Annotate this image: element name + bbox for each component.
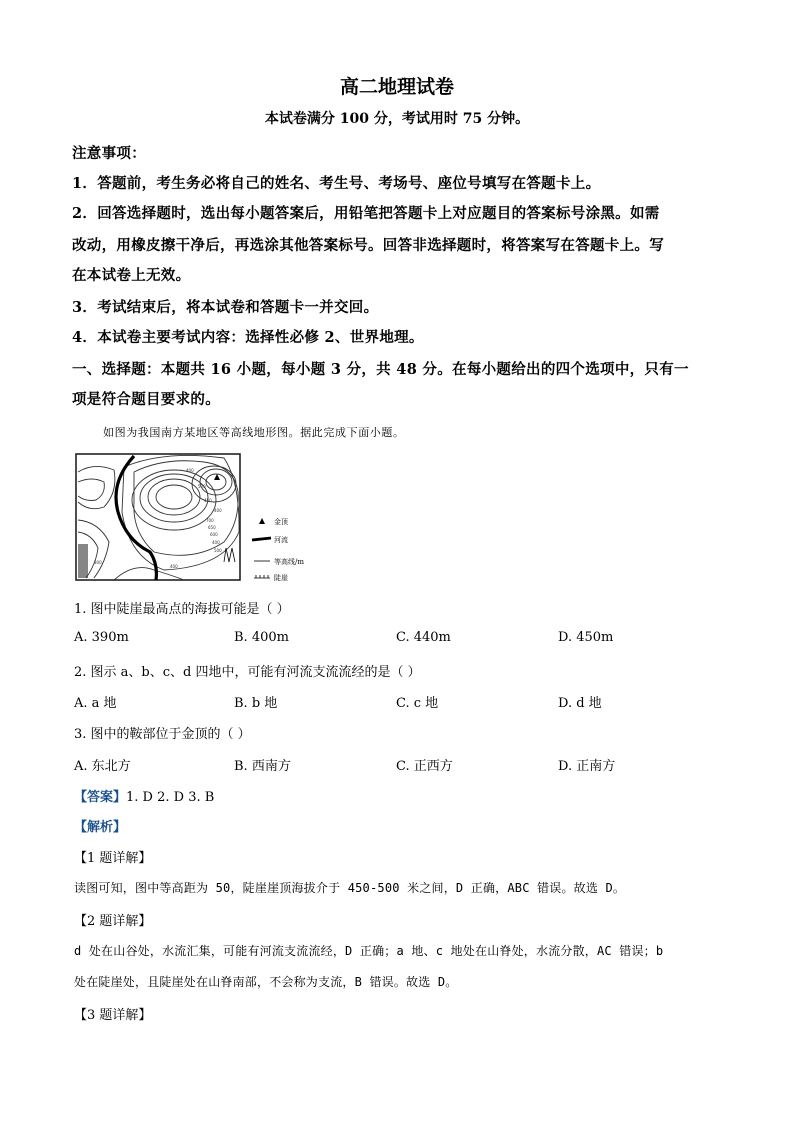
question-2-option-c: C. c 地 — [396, 696, 439, 711]
detail-3-heading: 【3 题详解】 — [74, 1008, 152, 1023]
question-1-stem: 1. 图中陡崖最高点的海拔可能是（ ） — [74, 602, 290, 617]
question-2-option-b: B. b 地 — [234, 696, 278, 711]
question-1-option-d: D. 450m — [558, 630, 614, 645]
note-2-line3: 在本试卷上无效。 — [72, 267, 191, 284]
section-heading-line1: 一、选择题：本题共 16 小题，每小题 3 分，共 48 分。在每小题给出的四个选项中，只有一 — [72, 361, 689, 378]
analysis-heading — [74, 816, 126, 835]
map-intro: 如图为我国南方某地区等高线地形图。据此完成下面小题。 — [103, 426, 405, 439]
contour-label: 650 — [208, 525, 216, 530]
answer-line — [74, 786, 214, 805]
question-1-option-c: C. 440m — [396, 630, 451, 645]
question-2-option-a: A. a 地 — [74, 696, 117, 711]
legend-summit: 金顶 — [274, 518, 288, 526]
question-2-option-d: D. d 地 — [558, 696, 602, 711]
contour-label: 400 — [214, 508, 222, 513]
question-1-option-a: A. 390m — [74, 630, 129, 645]
contour-label: 500 — [198, 484, 206, 489]
contour-label: 450 — [204, 498, 212, 503]
page-title: 高二地理试卷 — [339, 76, 454, 98]
note-1: 1．答题前，考生务必将自己的姓名、考生号、考场号、座位号填写在答题卡上。 — [72, 175, 601, 192]
contour-label: 300 — [94, 560, 102, 565]
analysis-label: 【解析】 — [74, 820, 127, 835]
note-4: 4．本试卷主要考试内容：选择性必修 2、世界地理。 — [72, 329, 424, 346]
legend-river-symbol — [252, 538, 271, 540]
question-1-option-b: B. 400m — [234, 630, 289, 645]
question-3-option-d: D. 正南方 — [558, 759, 616, 774]
note-3: 3．考试结束后，将本试卷和答题卡一并交回。 — [72, 299, 379, 316]
contour-label: 400 — [186, 468, 194, 473]
contour-label: 400 — [212, 540, 220, 545]
question-3-option-b: B. 西南方 — [234, 759, 291, 774]
detail-1-heading: 【1 题详解】 — [74, 851, 152, 866]
section-heading-line2: 项是符合题目要求的。 — [72, 391, 220, 408]
map-dense-areas — [78, 544, 88, 578]
detail-2-text-line2: 处在陡崖处，且陡崖处在山脊南部，不会称为支流，B 错误。故选 D。 — [74, 975, 458, 989]
note-2-line1: 2．回答选择题时，选出每小题答案后，用铅笔把答题卡上对应题目的答案标号涂黑。如需 — [72, 205, 660, 222]
answer-label: 【答案】 — [74, 790, 127, 805]
legend-summit-symbol — [259, 518, 265, 524]
map-legend — [252, 517, 304, 582]
contour-label: 600 — [210, 532, 218, 537]
detail-2-heading: 【2 题详解】 — [74, 914, 152, 929]
contour-label: 500 — [214, 548, 222, 553]
notes-heading: 注意事项： — [72, 145, 146, 162]
note-2-line2: 改动，用橡皮擦干净后，再选涂其他答案标号。回答非选择题时，将答案写在答题卡上。写 — [72, 237, 664, 254]
page-subtitle: 本试卷满分 100 分，考试用时 75 分钟。 — [264, 111, 530, 127]
question-2-stem: 2. 图示 a、b、c、d 四地中，可能有河流支流流经的是（ ） — [74, 665, 421, 680]
legend-cliff: 陡崖 — [274, 574, 288, 582]
question-3-stem: 3. 图中的鞍部位于金顶的（ ） — [74, 727, 251, 742]
legend-contour: 等高线/m — [274, 558, 304, 566]
question-3-option-c: C. 正西方 — [396, 759, 453, 774]
question-3-option-a: A. 东北方 — [74, 759, 131, 774]
detail-1-text: 读图可知，图中等高距为 50，陡崖崖顶海拔介于 450-500 米之间，D 正确，ABC 错误。故选 D。 — [74, 881, 626, 895]
legend-cliff-symbol — [254, 575, 270, 578]
detail-2-text-line1: d 处在山谷处，水流汇集，可能有河流支流流经，D 正确；a 地、c 地处在山脊处，水流分散，AC 错误；b — [74, 944, 664, 958]
answer-text: 1. D 2. D 3. B — [126, 790, 215, 805]
contour-label: 400 — [170, 564, 178, 569]
legend-river: 河流 — [274, 536, 288, 544]
contour-map — [74, 452, 320, 582]
contour-label: 700 — [206, 518, 214, 523]
